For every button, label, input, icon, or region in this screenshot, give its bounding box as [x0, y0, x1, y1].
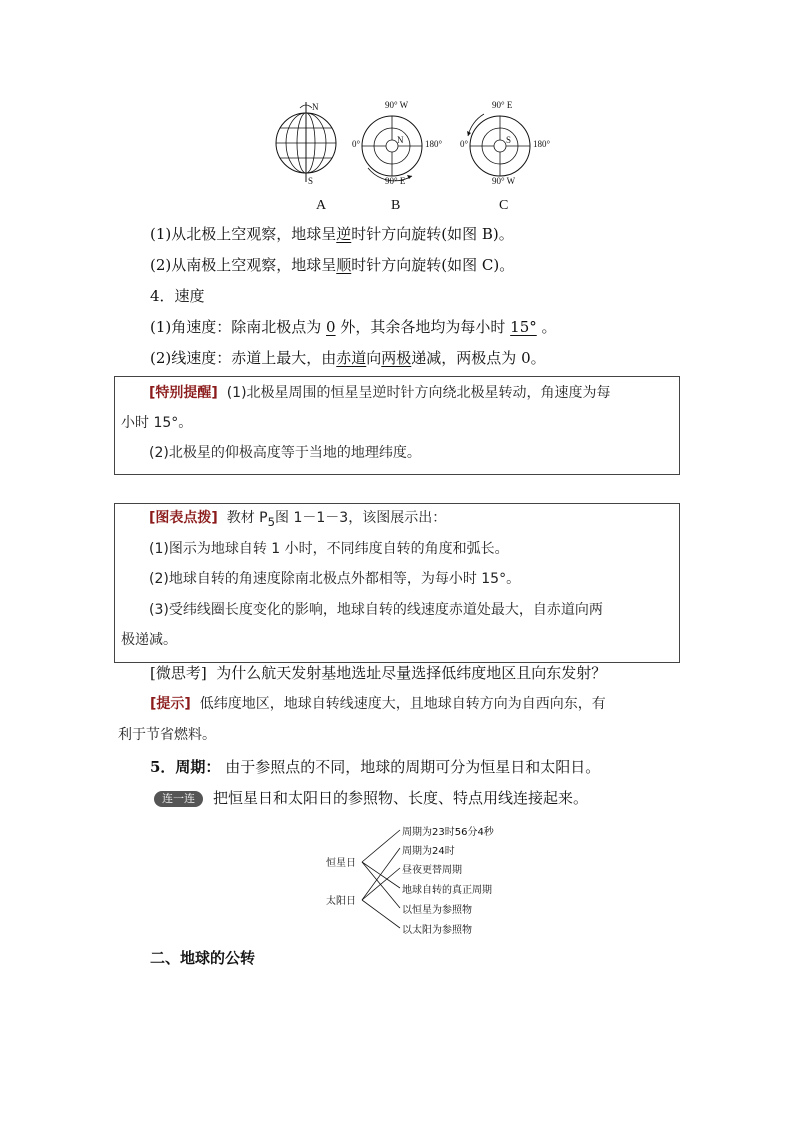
linear-speed-line: (2)线速度：赤道上最大，由赤道向两极递减，两极点为 0。 — [150, 349, 546, 367]
label-b: B — [391, 198, 401, 213]
angular-speed-line: (1)角速度：除南北极点为 0 外，其余各地均为每小时 15° 。 — [150, 318, 557, 336]
label-c: C — [499, 198, 509, 213]
figure-note-line-4: 极递减。 — [121, 632, 177, 648]
rotation-line-2: (2)从南极上空观察，地球呈顺时针方向旋转(如图 C)。 — [150, 256, 515, 274]
globe-c-right: 180° — [533, 139, 551, 149]
globe-b-top: 90° W — [385, 100, 409, 110]
link-right-item: 周期为23时56分4秒 — [402, 827, 494, 838]
rotation-line-1: (1)从北极上空观察，地球呈逆时针方向旋转(如图 B)。 — [150, 225, 514, 243]
globe-a-south: S — [308, 176, 314, 186]
rotation-figure — [270, 98, 560, 218]
figure-note-line-3: (3)受纬线圈长度变化的影响，地球自转的线速度赤道处最大，自赤道向两 — [149, 602, 603, 618]
period-line: 5．周期： 由于参照点的不同，地球的周期可分为恒星日和太阳日。 — [150, 758, 601, 776]
connect-badge: 连一连 — [154, 791, 203, 807]
connect-line: 连一连 把恒星日和太阳日的参照物、长度、特点用线连接起来。 — [154, 788, 588, 808]
globe-b-pole: N — [397, 135, 404, 145]
label-a: A — [316, 198, 327, 213]
reminder-box — [114, 376, 680, 475]
link-left-solar-day: 太阳日 — [326, 896, 356, 907]
section-2-heading: 二、地球的公转 — [150, 949, 256, 967]
globe-b-left: 0° — [352, 139, 361, 149]
globe-b-diagram — [352, 106, 432, 186]
figure-note-line-1: (1)图示为地球自转 1 小时，不同纬度自转的角度和弧长。 — [149, 541, 509, 557]
globe-c-bottom: 90° W — [492, 176, 516, 186]
link-right-item: 昼夜更替周期 — [402, 865, 462, 876]
reminder-line-3: (2)北极星的仰极高度等于当地的地理纬度。 — [149, 445, 421, 461]
globe-b-right: 180° — [425, 139, 443, 149]
link-right-item: 周期为24时 — [402, 846, 455, 857]
globe-a-north: N — [312, 102, 319, 112]
reminder-line-1: [特别提醒] (1)北极星周围的恒星呈逆时针方向绕北极星转动，角速度为每 — [149, 385, 611, 401]
think-question: [微思考] 为什么航天发射基地选址尽量选择低纬度地区且向东发射？ — [150, 664, 607, 682]
link-left-sidereal-day: 恒星日 — [326, 858, 356, 869]
hint-line-2: 利于节省燃料。 — [118, 727, 216, 743]
figure-note-line-2: (2)地球自转的角速度除南北极点外都相等，为每小时 15°。 — [149, 571, 521, 587]
link-diagram — [326, 822, 526, 938]
figure-note-intro: [图表点拨] 教材 $P_5$图 1－1－3，该图展示出： — [149, 510, 447, 529]
globe-c-left: 0° — [460, 139, 469, 149]
speed-heading: 4．速度 — [150, 287, 205, 305]
figure-note-box — [114, 503, 680, 663]
globe-c-pole: S — [506, 135, 512, 145]
link-right-item: 地球自转的真正周期 — [402, 885, 492, 896]
globe-a-diagram — [270, 98, 350, 188]
reminder-line-2: 小时 15°。 — [121, 415, 193, 431]
link-right-item: 以恒星为参照物 — [402, 905, 472, 916]
globe-b-bottom: 90° E — [385, 176, 406, 186]
globe-c-top: 90° E — [492, 100, 513, 110]
globe-c-diagram — [460, 106, 540, 186]
link-right-item: 以太阳为参照物 — [402, 925, 472, 936]
hint-line-1: [提示] 低纬度地区，地球自转线速度大，且地球自转方向为自西向东，有 — [150, 696, 606, 712]
